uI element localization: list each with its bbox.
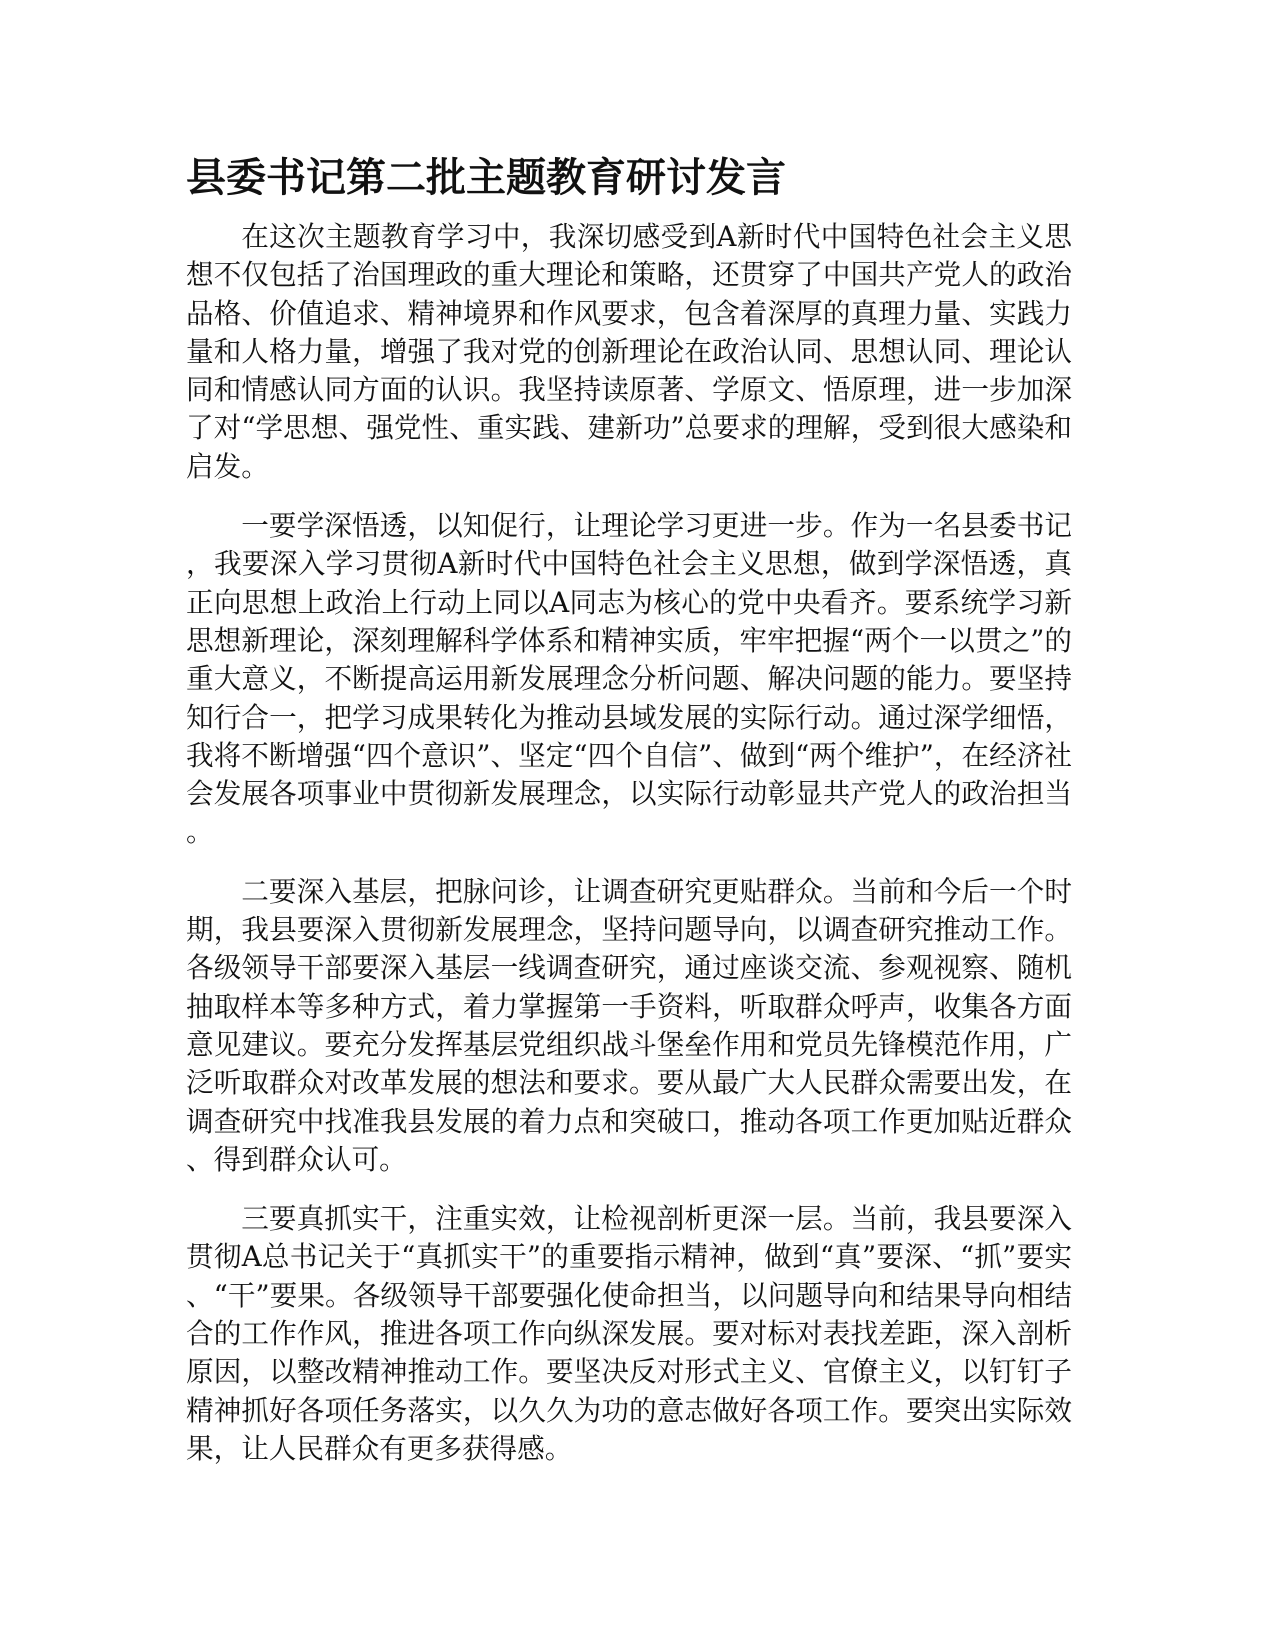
paragraph-point-two: 二要深入基层，把脉问诊，让调查研究更贴群众。当前和今后一个时期，我县要深入贯彻新发展理念，坚持问题导向，以调查研究推动工作。各级领导干部要深入基层一线调查研究，通过座谈交流、参观视察、随机抽取样本等多种方式，着力掌握第一手资料，听取群众呼声，收集各方面意见建议。要充分发挥基层党组织战斗堡垒作用和党员先锋模范作用，广泛听取群众对改革发展的想法和要求。要从最广大人民群众需要出发，在调查研究中找准我县发展的着力点和突破口，推动各项工作更加贴近群众、得到群众认可。 bbox=[186, 874, 1072, 1176]
paragraph-point-three: 三要真抓实干，注重实效，让检视剖析更深一层。当前，我县要深入贯彻A总书记关于“真抓实干”的重要指示精神，做到“真”要深、“抓”要实、“干”要果。各级领导干部要强化使命担当，以问题导向和结果导向相结合的工作作风，推进各项工作向纵深发展。要对标对表找差距，深入剖析原因，以整改精神推动工作。要坚决反对形式主义、官僚主义，以钉钉子精神抓好各项任务落实，以久久为功的意志做好各项工作。要突出实际效果，让人民群众有更多获得感。 bbox=[186, 1202, 1072, 1465]
paragraph-point-one: 一要学深悟透，以知促行，让理论学习更进一步。作为一名县委书记，我要深入学习贯彻A新时代中国特色社会主义思想，做到学深悟透，真正向思想上政治上行动上同以A同志为核心的党中央看齐。要系统学习新思想新理论，深刻理解科学体系和精神实质，牢牢把握“两个一以贯之”的重大意义，不断提高运用新发展理念分析问题、解决问题的能力。要坚持知行合一，把学习成果转化为推动县域发展的实际行动。通过深学细悟，我将不断增强“四个意识”、坚定“四个自信”、做到“两个维护”，在经济社会发展各项事业中贯彻新发展理念，以实际行动彰显共产党人的政治担当。 bbox=[186, 509, 1072, 849]
document-title: 县委书记第二批主题教育研讨发言 bbox=[186, 155, 786, 201]
document-page bbox=[186, 150, 1072, 1489]
paragraph-intro: 在这次主题教育学习中，我深切感受到A新时代中国特色社会主义思想不仅包括了治国理政的重大理论和策略，还贯穿了中国共产党人的政治品格、价值追求、精神境界和作风要求，包含着深厚的真理力量、实践力量和人格力量，增强了我对党的创新理论在政治认同、思想认同、理论认同和情感认同方面的认识。我坚持读原著、学原文、悟原理，进一步加深了对“学思想、强党性、重实践、建新功”总要求的理解，受到很大感染和启发。 bbox=[186, 220, 1072, 483]
